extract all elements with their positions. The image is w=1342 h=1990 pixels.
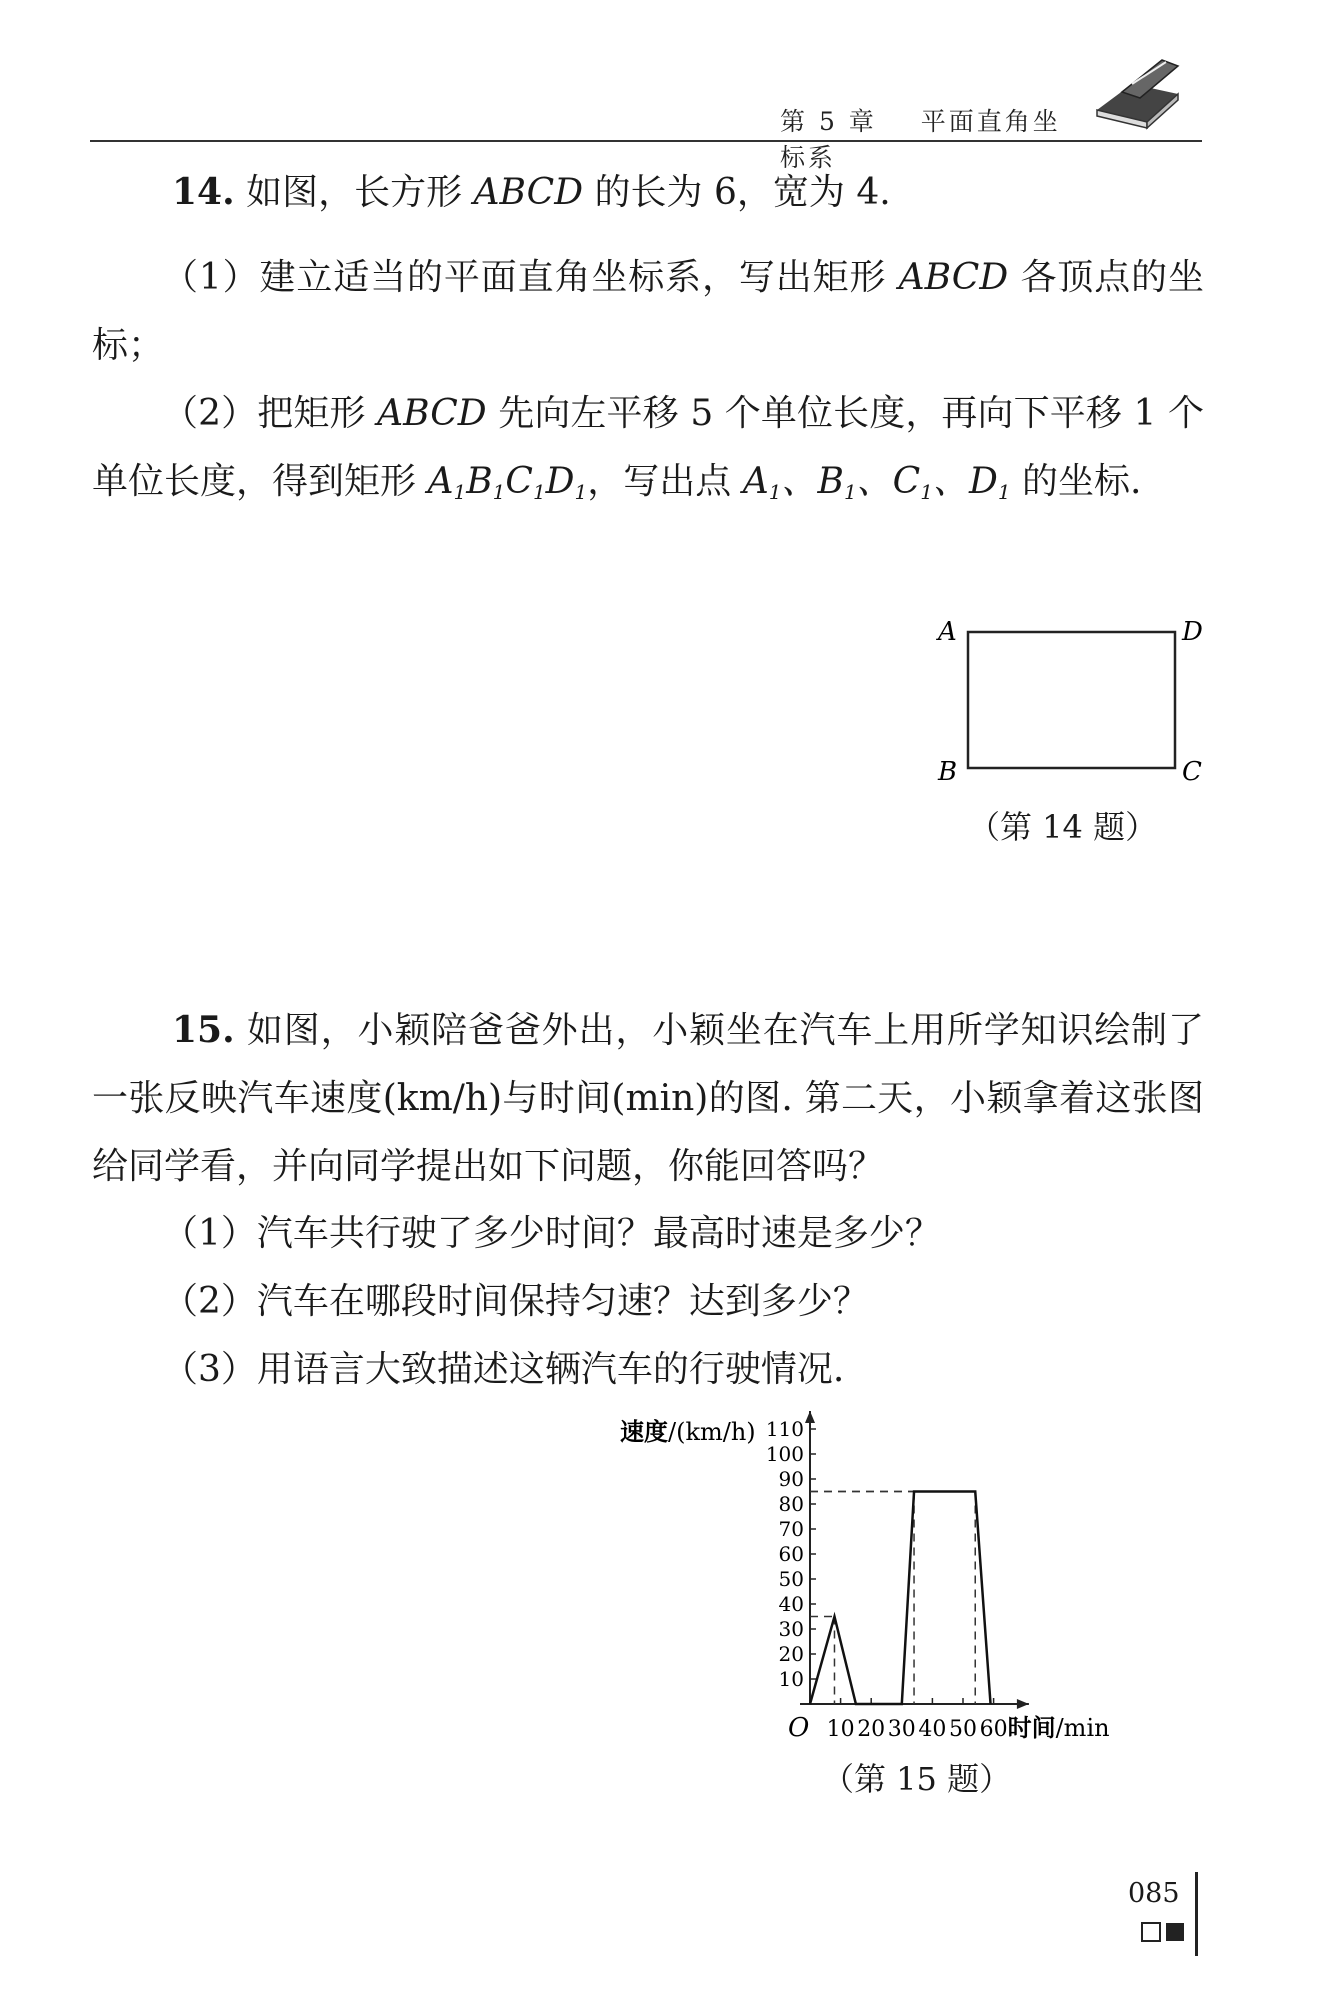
q14-caption: （第 14 题）: [968, 808, 1158, 846]
q15-part3: （3）用语言大致描述这辆汽车的行驶情况.: [162, 1349, 845, 1390]
x-axis-arrow: [1017, 1699, 1029, 1709]
vertex-a-label: A: [938, 617, 957, 647]
y-axis-label: 速度/(km/h): [620, 1417, 756, 1446]
q14-number: 14.: [172, 171, 235, 213]
q15-caption: （第 15 题）: [822, 1760, 1012, 1798]
x-tick-label: 10: [826, 1717, 855, 1742]
x-axis-label: 时间/min: [1007, 1713, 1110, 1742]
x-tick-label: 30: [887, 1717, 916, 1742]
chapter-label: 第 5 章: [780, 107, 877, 136]
y-tick-label: 10: [778, 1667, 804, 1691]
vertex-d-label: D: [1182, 617, 1203, 647]
y-tick-label: 80: [778, 1492, 804, 1516]
chapter-title: 平面直角坐标系: [780, 107, 1061, 172]
page-number: 085: [1128, 1878, 1180, 1909]
x-tick-label: 40: [918, 1717, 947, 1742]
q14-rectangle-figure: [930, 610, 1210, 790]
q15-number: 15.: [172, 1009, 235, 1051]
y-tick-label: 90: [778, 1467, 804, 1491]
y-tick-label: 100: [765, 1442, 804, 1466]
q14-part1: （1）建立适当的平面直角坐标系，写出矩形 ABCD 各顶点的坐标；: [92, 257, 1204, 366]
x-tick-label: 20: [857, 1717, 886, 1742]
rectangle-abcd: [968, 632, 1175, 768]
vertex-b-label: B: [938, 757, 958, 787]
y-tick-label: 50: [778, 1567, 804, 1591]
speed-series-line: [810, 1492, 991, 1705]
book-icon: [1092, 52, 1182, 132]
x-tick-label: 60: [979, 1717, 1008, 1742]
q14-part2: （2）把矩形 ABCD 先向左平移 5 个单位长度，再向下平移 1 个单位长度，得到矩形 $A_1B_1C_1D_1$，写出点 $A_1$、$B_1$、$C_1$、$D_1$ 的坐标.: [92, 393, 1204, 504]
y-tick-label: 70: [778, 1517, 804, 1541]
points-list: $A_1$、$B_1$、$C_1$、$D_1$: [742, 461, 1011, 504]
header-rule: [90, 140, 1202, 142]
page-marker-icon: [1140, 1920, 1190, 1944]
y-tick-label: 20: [778, 1642, 804, 1666]
y-tick-label: 40: [778, 1592, 804, 1616]
x-tick-label: 50: [949, 1717, 977, 1742]
q15-part1: （1）汽车共行驶了多少时间？最高时速是多少？: [162, 1213, 941, 1254]
y-axis-arrow: [805, 1411, 815, 1423]
rect-a1b1c1d1: $A_1B_1C_1D_1$: [427, 461, 588, 504]
q15-part2: （2）汽车在哪段时间保持匀速？达到多少？: [162, 1281, 869, 1322]
vertex-c-label: C: [1182, 757, 1202, 787]
origin-label: O: [788, 1713, 810, 1743]
speed-time-chart: [620, 1408, 1220, 1748]
y-tick-label: 110: [765, 1417, 804, 1441]
y-tick-label: 30: [778, 1617, 804, 1641]
y-tick-label: 60: [778, 1542, 804, 1566]
q14-intro: 14. 如图，长方形 ABCD 的长为 6，宽为 4.: [172, 171, 891, 213]
q15-intro: 15. 如图，小颖陪爸爸外出，小颖坐在汽车上用所学知识绘制了一张反映汽车速度(km/h)与时间(min)的图. 第二天，小颖拿着这张图给同学看，并向同学提出如下问题，你能回答吗？: [92, 1009, 1204, 1187]
footer-rule: [1195, 1872, 1198, 1956]
